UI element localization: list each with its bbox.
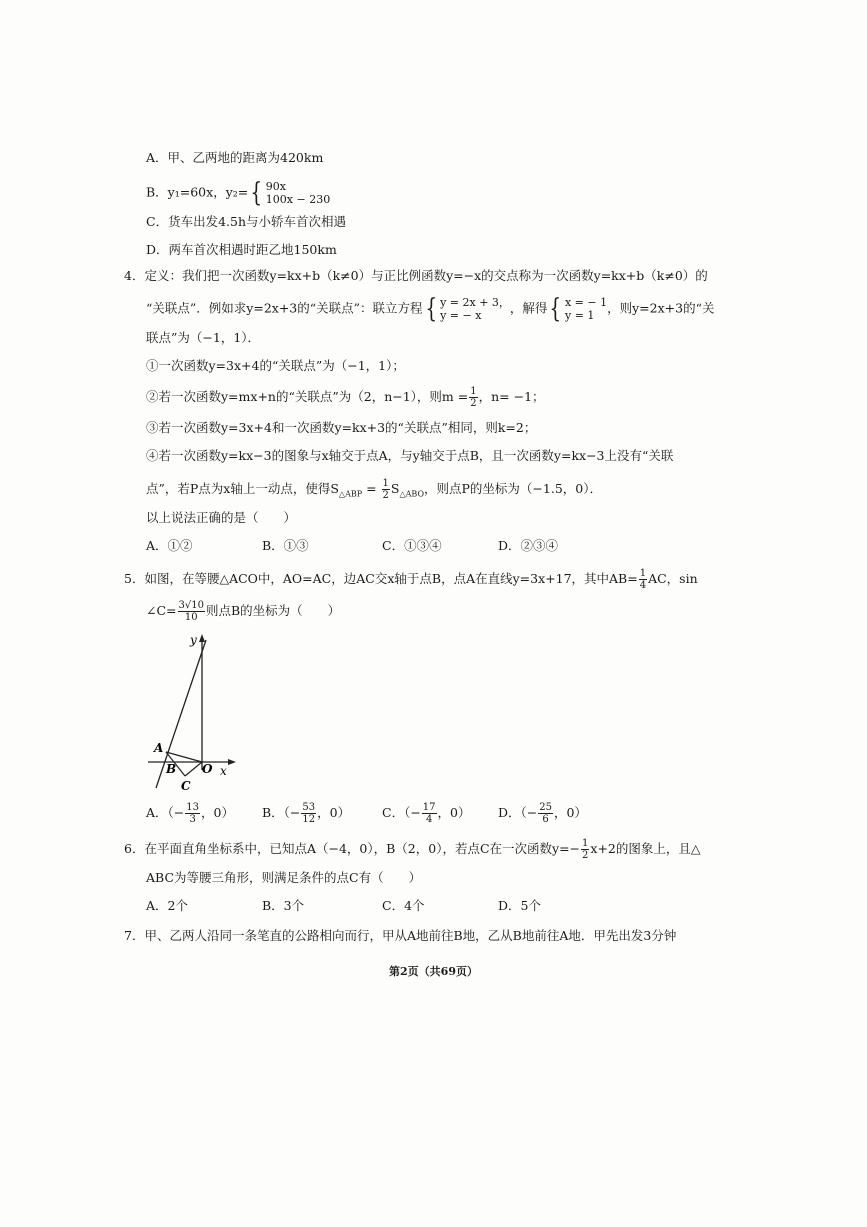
numerator: 53 — [302, 802, 316, 813]
label-x: x — [220, 764, 227, 778]
q4-line2-text: “关联点”．例如求y=2x+3的“关联点”：联立方程 — [146, 300, 423, 316]
option-text: D．（− — [498, 805, 538, 820]
q6-text: x+2的图象上，且△ — [590, 841, 701, 856]
q3-option-b — [146, 180, 330, 206]
denominator: 2 — [582, 850, 589, 861]
q3-option-b-lead: B．y₁=60x，y₂= — [146, 184, 249, 200]
option-text: ，0） — [437, 805, 471, 820]
option-text: A．（− — [146, 805, 185, 820]
fraction — [469, 386, 477, 409]
denominator: 12 — [302, 814, 316, 825]
q5-text: ∠C= — [146, 603, 177, 618]
q6-line2: ABC为等腰三角形，则满足条件的点C有（ ） — [146, 870, 422, 885]
label-y: y — [190, 633, 197, 647]
statement-text: 点”，若P点为x轴上一动点，使得S — [146, 481, 339, 496]
denominator: 10 — [184, 612, 198, 623]
q4-option-d[interactable]: D．②③④ — [498, 538, 559, 553]
equals: = — [362, 481, 381, 496]
area-symbol: S — [390, 481, 400, 496]
q3-option-b-system — [266, 180, 330, 206]
q5-line1 — [124, 568, 698, 591]
fraction — [639, 568, 647, 591]
denominator: 3 — [189, 814, 196, 825]
numerator: 1 — [470, 386, 477, 397]
statement-text: ②若一次函数y=mx+n的“关联点”为（2，n−1），则m = — [146, 389, 469, 404]
label-b: B — [166, 762, 177, 776]
numerator: 13 — [186, 802, 199, 813]
label-a: A — [154, 741, 164, 755]
q5-figure — [140, 630, 250, 795]
denominator: 4 — [639, 580, 647, 591]
q4-statement-2 — [146, 386, 545, 409]
option-text: B．（− — [262, 805, 301, 820]
q3-option-d: D．两车首次相遇时距乙地150km — [146, 242, 337, 257]
q3-option-c: C．货车出发4.5h与小轿车首次相遇 — [146, 214, 346, 229]
q4-ask: 以上说法正确的是（ ） — [146, 510, 297, 525]
numerator: 17 — [422, 802, 436, 813]
fraction — [422, 802, 437, 825]
option-text: C．（− — [382, 805, 421, 820]
q4-line2-text: ，则y=2x+3的“关 — [607, 300, 715, 316]
q4-option-a[interactable]: A．①② — [146, 538, 193, 553]
brace: { — [425, 294, 437, 324]
q6-option-b[interactable]: B．3个 — [262, 898, 305, 913]
q4-line3: 联点”为（−1，1）． — [146, 330, 261, 345]
subscript: △ABP — [338, 489, 363, 499]
option-text: ，0） — [317, 805, 351, 820]
numerator: 25 — [539, 802, 552, 813]
q5-text: 则点B的坐标为（ ） — [205, 603, 341, 618]
q4-solution — [565, 296, 607, 322]
label-o: O — [202, 762, 213, 776]
system-row: y = 1 — [564, 309, 595, 322]
option-text: ，0） — [553, 805, 587, 820]
fraction — [581, 838, 589, 861]
q4-line1: 4．定义：我们把一次函数y=kx+b（k≠0）与正比例函数y=−x的交点称为一次函数y=kx+b（k≠0）的 — [124, 268, 708, 283]
q4-statement-1: ①一次函数y=3x+4的“关联点”为（−1，1）； — [146, 358, 405, 373]
q5-option-b[interactable] — [262, 802, 350, 825]
q6-line1 — [124, 838, 701, 861]
brace: { — [549, 294, 562, 324]
brace: { — [250, 178, 263, 208]
q4-line2-text: ，解得 — [509, 300, 548, 316]
q4-statement-4-cont — [146, 478, 602, 505]
q4-statement-4: ④若一次函数y=kx−3的图象与x轴交于点A，与y轴交于点B，且一次函数y=kx−3上没有“关联 — [146, 448, 674, 463]
denominator: 2 — [470, 398, 477, 409]
fraction — [301, 802, 316, 825]
system-row: 100x − 230 — [265, 193, 331, 206]
fraction — [178, 600, 205, 623]
q4-statement-3: ③若一次函数y=3x+4和一次函数y=kx+3的“关联点”相同，则k=2； — [146, 420, 537, 435]
page-footer: 第2页（共69页） — [389, 965, 478, 978]
numerator: 1 — [382, 478, 389, 489]
q3-option-a: A．甲、乙两地的距离为420km — [146, 150, 324, 165]
numerator: 1 — [639, 568, 647, 579]
segment-co — [185, 762, 202, 776]
q6-text: 6．在平面直角坐标系中，已知点A（−4，0），B（2，0），若点C在一次函数y=− — [124, 841, 581, 856]
q5-text: 5．如图，在等腰△ACO中，AO=AC，边AC交x轴于点B，点A在直线y=3x+17，其中AB= — [124, 571, 638, 586]
q4-option-c[interactable]: C．①③④ — [382, 538, 442, 553]
denominator: 4 — [425, 814, 433, 825]
fraction — [185, 802, 200, 825]
statement-text: ，n= −1； — [478, 389, 545, 404]
system-row: y = − x — [440, 309, 482, 322]
segment-ao — [166, 752, 202, 762]
y-axis-arrow — [199, 634, 205, 642]
system-row: x = − 1 — [564, 296, 608, 309]
statement-text: ，则点P的坐标为（−1.5，0）． — [424, 481, 602, 496]
option-text: ，0） — [201, 805, 234, 820]
system-row: y = 2x + 3， — [440, 296, 510, 309]
numerator: 3√10 — [178, 600, 204, 611]
system-row: 90x — [265, 180, 286, 193]
x-axis-arrow — [228, 759, 236, 765]
q6-option-d[interactable]: D．5个 — [498, 898, 541, 913]
q6-option-c[interactable]: C．4个 — [382, 898, 425, 913]
q4-option-b[interactable]: B．①③ — [262, 538, 309, 553]
q6-option-a[interactable]: A．2个 — [146, 898, 188, 913]
q5-option-d[interactable] — [498, 802, 587, 825]
fraction — [538, 802, 553, 825]
q4-line2 — [146, 296, 714, 322]
fraction — [382, 478, 390, 501]
denominator: 6 — [542, 814, 549, 825]
q5-line2 — [146, 600, 340, 623]
q5-option-a[interactable] — [146, 802, 234, 825]
line-y-3x-17 — [156, 640, 206, 788]
label-c: C — [181, 779, 191, 793]
q7-line1: 7．甲、乙两人沿同一条笔直的公路相向而行，甲从A地前往B地，乙从B地前往A地．甲先出发3分钟 — [124, 928, 677, 943]
numerator: 1 — [582, 838, 589, 849]
q5-option-c[interactable] — [382, 802, 470, 825]
denominator: 2 — [382, 490, 389, 501]
subscript: △ABO — [399, 489, 425, 499]
q4-system — [440, 296, 510, 322]
q5-text: AC，sin — [648, 571, 698, 586]
